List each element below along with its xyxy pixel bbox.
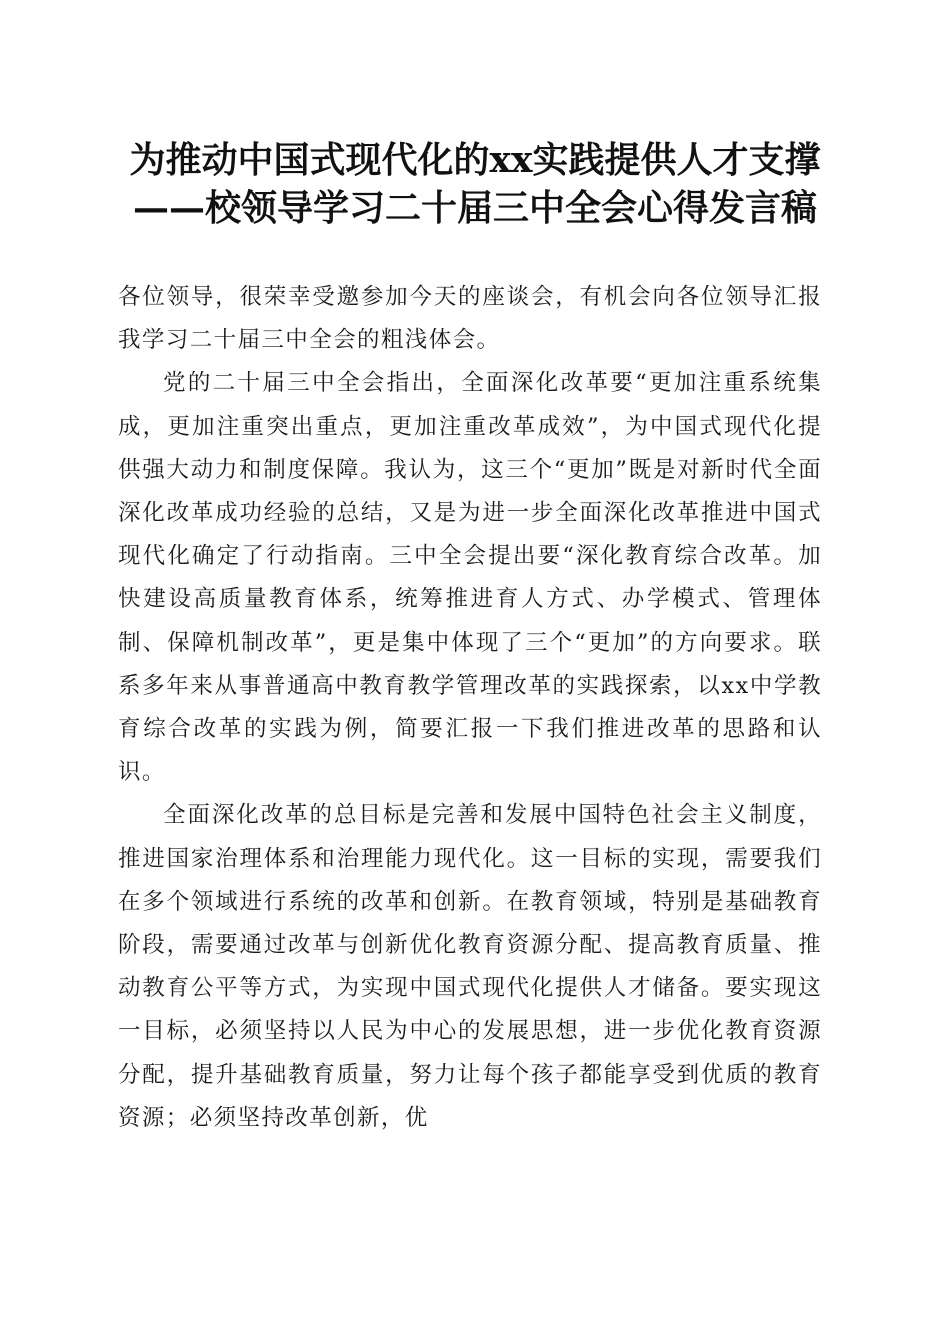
title-main-line: 为推动中国式现代化的xx实践提供人才支撑 xyxy=(129,139,821,181)
paragraph-reform-goal: 全面深化改革的总目标是完善和发展中国特色社会主义制度，推进国家治理体系和治理能力现代化。这一目标的实现，需要我们在多个领域进行系统的改革和创新。在教育领域，特别是基础教育阶段，需要通过改革与创新优化教育资源分配、提高教育质量、推动教育公平等方式，为实现中国式现代化提供人才储备。要实现这一目标，必须坚持以人民为中心的发展思想，进一步优化教育资源分配，提升基础教育质量，努力让每个孩子都能享受到优质的教育资源；必须坚持改革创新，优 xyxy=(118,802,822,1131)
document-body xyxy=(118,276,822,1140)
document-title xyxy=(118,136,832,232)
paragraph-greeting: 各位领导，很荣幸受邀参加今天的座谈会，有机会向各位领导汇报我学习二十届三中全会的粗浅体会。 xyxy=(118,284,822,354)
paragraph-plenum-points: 党的二十届三中全会指出，全面深化改革要“更加注重系统集成，更加注重突出重点，更加注重改革成效”，为中国式现代化提供强大动力和制度保障。我认为，这三个“更加”既是对新时代全面深化改革成功经验的总结，又是为进一步全面深化改革推进中国式现代化确定了行动指南。三中全会提出要“深化教育综合改革。加快建设高质量教育体系，统筹推进育人方式、办学模式、管理体制、保障机制改革”，更是集中体现了三个“更加”的方向要求。联系多年来从事普通高中教育教学管理改革的实践探索，以xx中学教育综合改革的实践为例，简要汇报一下我们推进改革的思路和认识。 xyxy=(118,370,822,786)
title-subtitle-line: ——校领导学习二十届三中全会心得发言稿 xyxy=(132,187,817,229)
